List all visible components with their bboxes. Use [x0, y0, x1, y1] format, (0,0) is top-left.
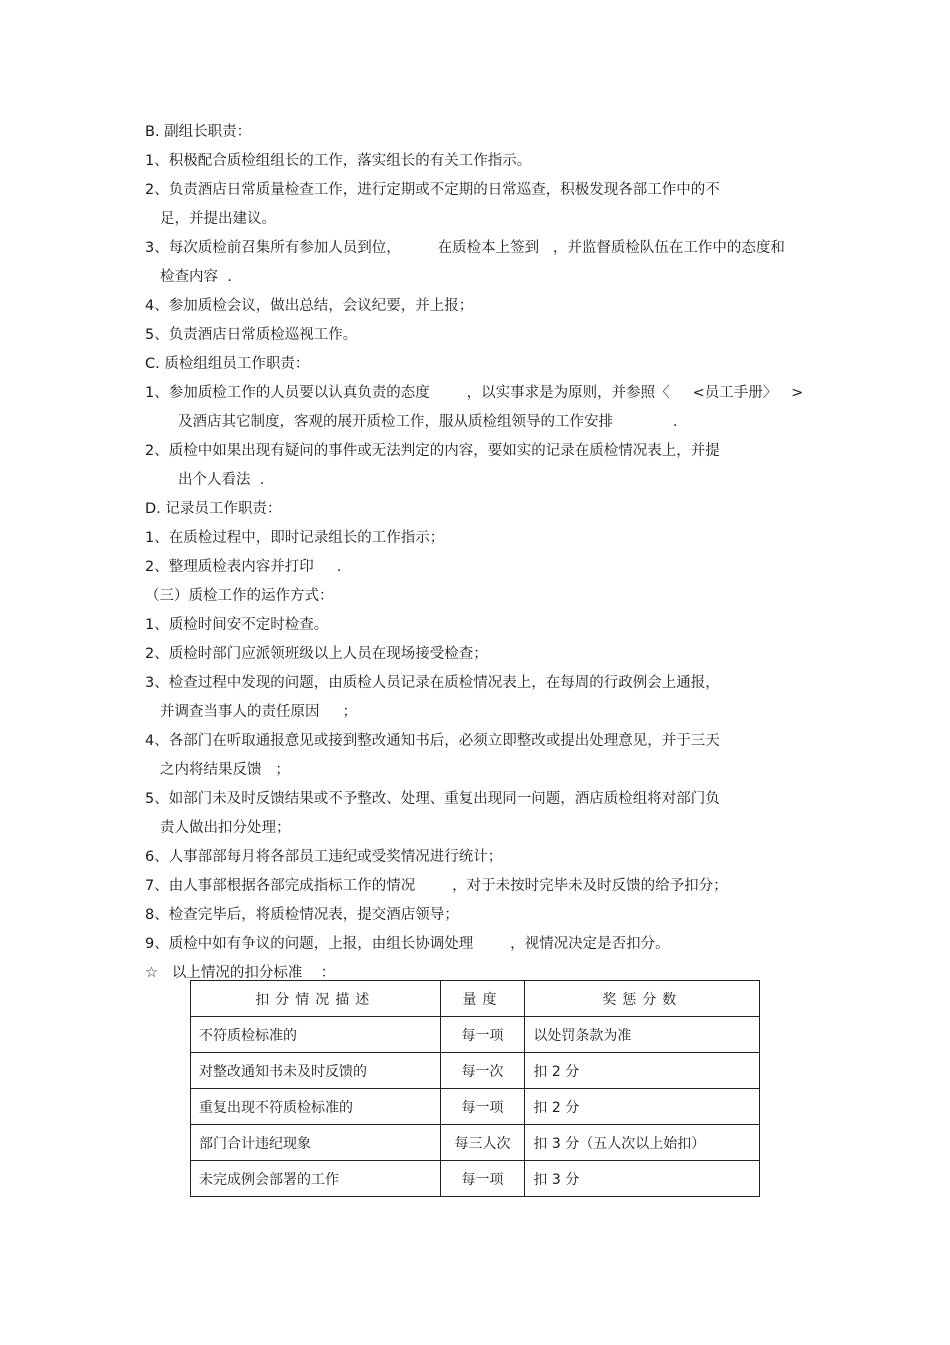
cell-description: 不符质检标准的 [191, 1017, 441, 1053]
cell-measure: 每一项 [440, 1089, 525, 1125]
section-d-heading: D. 记录员工作职责： [145, 501, 282, 517]
text-line: 及酒店其它制度，客观的展开质检工作，服从质检组领导的工作安排 . [178, 414, 678, 430]
cell-description: 重复出现不符质检标准的 [191, 1089, 441, 1125]
cell-description: 部门合计违纪现象 [191, 1125, 441, 1161]
table-row [191, 1017, 760, 1053]
table-header-row [191, 981, 760, 1017]
text-line: 5、如部门未及时反馈结果或不予整改、处理、重复出现同一问题，酒店质检组将对部门负 [145, 791, 720, 807]
text-line: 2、质检时部门应派领班级以上人员在现场接受检查； [145, 646, 488, 662]
text-line: 5、负责酒店日常质检巡视工作。 [145, 327, 358, 343]
scoring-standard-heading: ☆ 以上情况的扣分标准 ： [145, 965, 336, 981]
cell-score: 以处罚条款为准 [525, 1017, 760, 1053]
table-row [191, 1089, 760, 1125]
text-line: 并调查当事人的责任原因 ； [160, 704, 358, 720]
section-3-heading: （三）质检工作的运作方式： [145, 588, 334, 604]
cell-score: 扣 2 分 [525, 1089, 760, 1125]
text-line: 4、参加质检会议，做出总结，会议纪要，并上报； [145, 298, 474, 314]
cell-measure: 每一项 [440, 1017, 525, 1053]
cell-measure: 每一次 [440, 1053, 525, 1089]
text-line: 7、由人事部根据各部完成指标工作的情况 ，对于未按时完毕未及时反馈的给予扣分； [145, 878, 728, 894]
cell-description: 未完成例会部署的工作 [191, 1161, 441, 1197]
text-line: 1、在质检过程中，即时记录组长的工作指示； [145, 530, 445, 546]
header-score: 奖惩分数 [525, 981, 760, 1017]
text-line: 8、检查完毕后，将质检情况表，提交酒店领导； [145, 907, 459, 923]
cell-measure: 每三人次 [440, 1125, 525, 1161]
text-line: 2、负责酒店日常质量检查工作，进行定期或不定期的日常巡查，积极发现各部工作中的不 [145, 182, 720, 198]
cell-score: 扣 3 分 [525, 1161, 760, 1197]
text-line: 9、质检中如有争议的问题，上报，由组长协调处理 ，视情况决定是否扣分。 [145, 936, 670, 952]
text-line: 3、每次质检前召集所有参加人员到位， 在质检本上签到 ，并监督质检队伍在工作中的态度和 [145, 240, 785, 256]
cell-score: 扣 3 分（五人次以上始扣） [525, 1125, 760, 1161]
cell-measure: 每一项 [440, 1161, 525, 1197]
text-line: 2、整理质检表内容并打印 . [145, 559, 342, 575]
text-line: 4、各部门在听取通报意见或接到整改通知书后，必须立即整改或提出处理意见，并于三天 [145, 733, 720, 749]
header-measure: 量度 [440, 981, 525, 1017]
text-line: 1、参加质检工作的人员要以认真负责的态度 ，以实事求是为原则，并参照〈 <员工手册〉 > [145, 385, 804, 401]
text-line: 出个人看法 . [178, 472, 265, 488]
section-b-heading: B. 副组长职责： [145, 124, 252, 140]
section-c-heading: C. 质检组组员工作职责： [145, 356, 310, 372]
header-description: 扣分情况描述 [191, 981, 441, 1017]
text-line: 1、质检时间安不定时检查。 [145, 617, 329, 633]
scoring-table [190, 980, 760, 1197]
text-line: 检查内容 . [160, 269, 232, 285]
table-row [191, 1125, 760, 1161]
cell-description: 对整改通知书未及时反馈的 [191, 1053, 441, 1089]
table-row [191, 1053, 760, 1089]
text-line: 3、检查过程中发现的问题，由质检人员记录在质检情况表上，在每周的行政例会上通报， [145, 675, 720, 691]
text-line: 2、质检中如果出现有疑问的事件或无法判定的内容，要如实的记录在质检情况表上，并提 [145, 443, 720, 459]
table-row [191, 1161, 760, 1197]
text-line: 之内将结果反馈 ； [160, 762, 290, 778]
cell-score: 扣 2 分 [525, 1053, 760, 1089]
text-line: 责人做出扣分处理； [160, 820, 291, 836]
text-line: 6、人事部部每月将各部员工违纪或受奖情况进行统计； [145, 849, 503, 865]
text-line: 足，并提出建议。 [160, 211, 276, 227]
text-line: 1、积极配合质检组组长的工作，落实组长的有关工作指示。 [145, 153, 532, 169]
